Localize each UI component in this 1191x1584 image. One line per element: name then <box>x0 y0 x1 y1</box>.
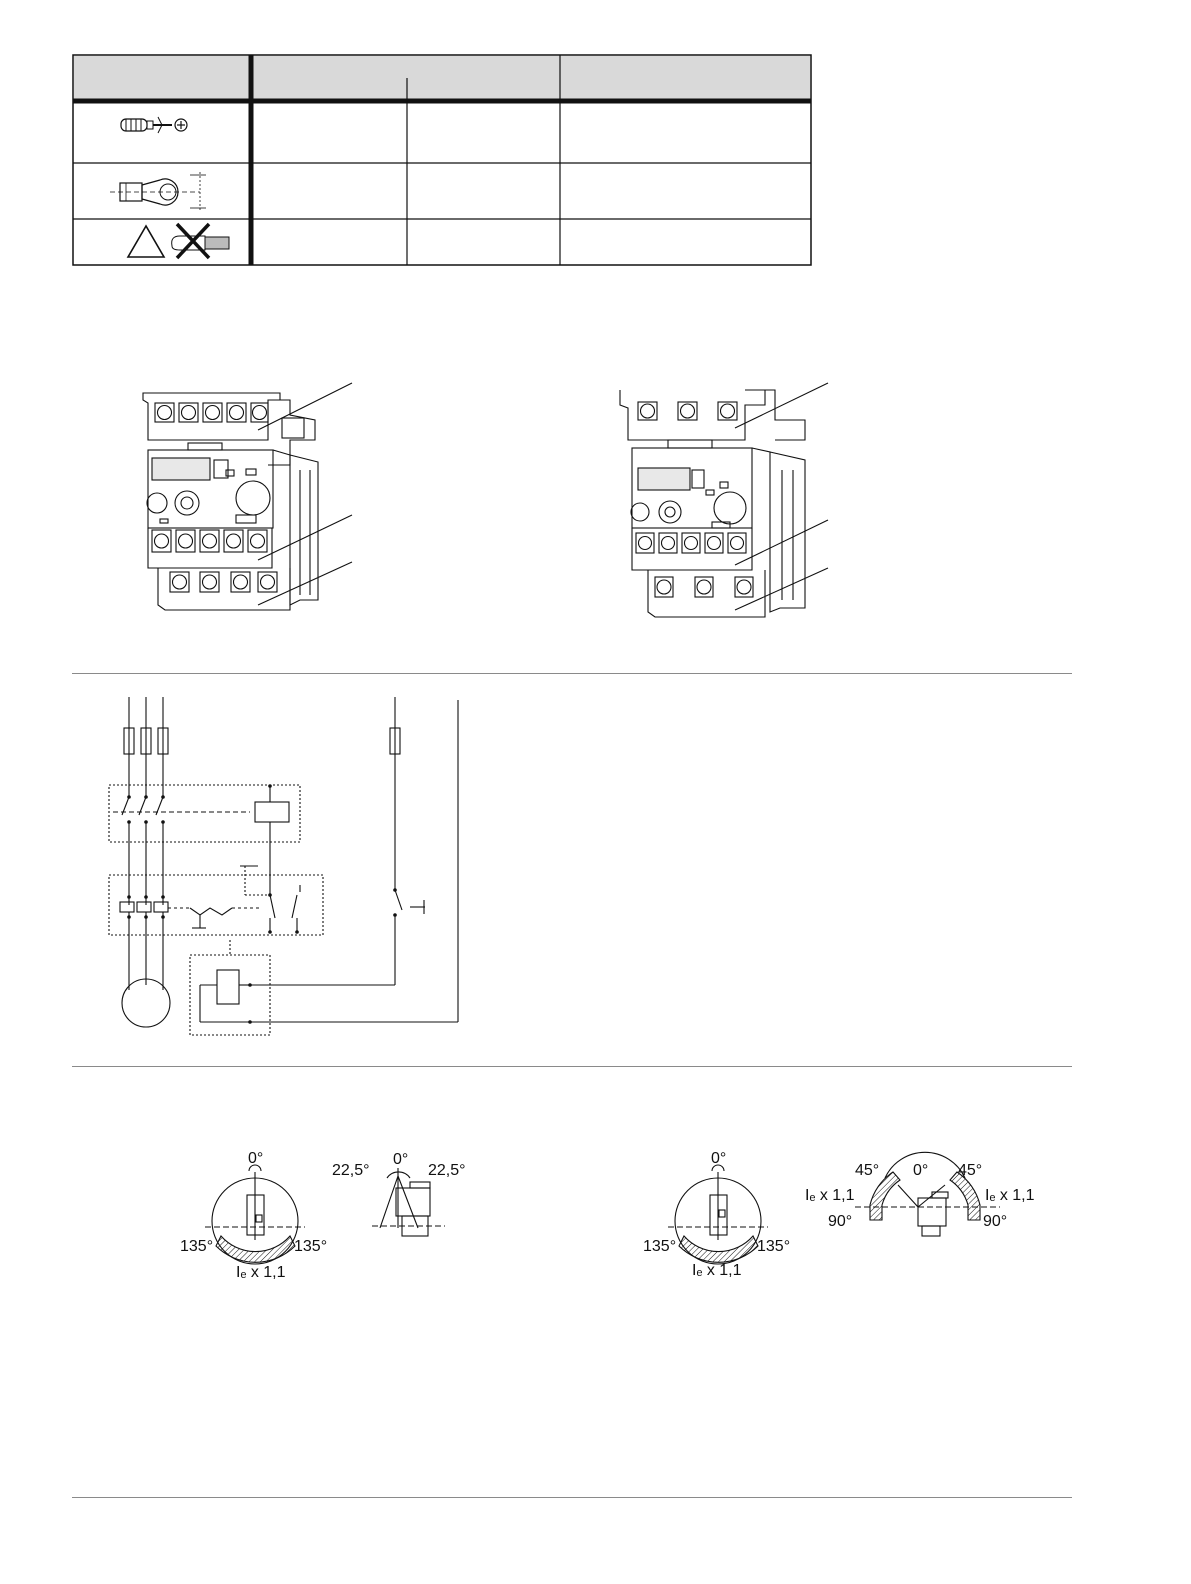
right-side-left-top-angle: 45° <box>855 1162 880 1179</box>
right-current-label: Iₑ x 1,1 <box>692 1262 742 1279</box>
right-side-right-top-angle: 45° <box>958 1162 983 1179</box>
right-top-angle: 0° <box>711 1150 727 1167</box>
right-right-angle: 135° <box>757 1238 791 1255</box>
left-top-angle: 0° <box>248 1150 264 1167</box>
left-side-right-angle: 22,5° <box>428 1162 466 1179</box>
left-side-left-angle: 22,5° <box>332 1162 370 1179</box>
left-side-top-angle: 0° <box>393 1151 409 1168</box>
right-side-right-side-angle: 90° <box>983 1213 1008 1230</box>
right-side-left-current: Iₑ x 1,1 <box>805 1187 855 1204</box>
left-left-angle: 135° <box>180 1238 214 1255</box>
left-current-label: Iₑ x 1,1 <box>236 1264 286 1281</box>
left-right-angle: 135° <box>294 1238 328 1255</box>
right-side-right-current: Iₑ x 1,1 <box>985 1187 1035 1204</box>
right-side-top-angle: 0° <box>913 1162 929 1179</box>
section-divider-3 <box>72 1497 1072 1498</box>
right-side-left-side-angle: 90° <box>828 1213 853 1230</box>
right-left-angle: 135° <box>643 1238 677 1255</box>
